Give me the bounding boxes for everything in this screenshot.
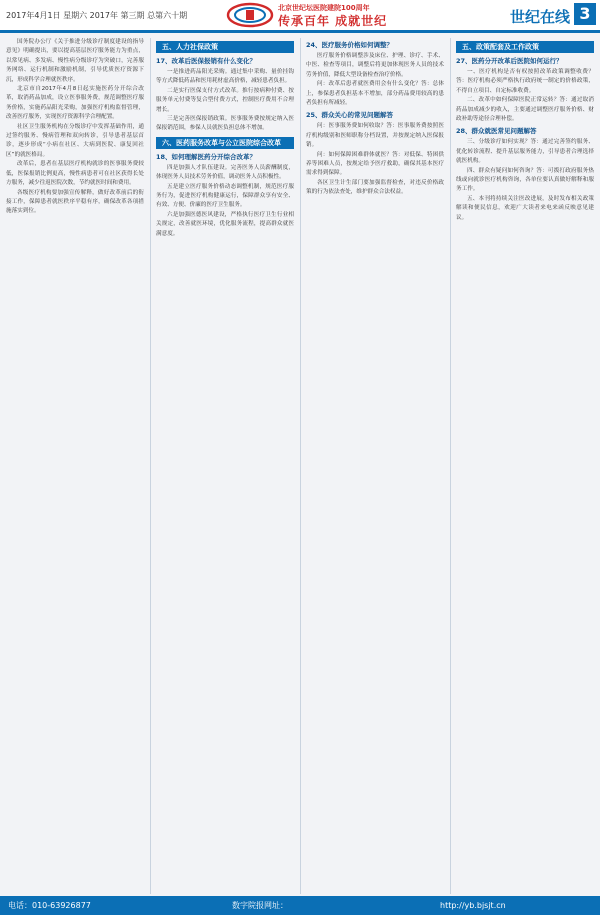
paragraph: 三、分级诊疗如何实现？答：通过完善签约服务、优化转诊流程、提升基层服务能力，引导患者合理选择就医机构。 [456, 139, 594, 165]
paragraph: 四、群众有疑问如何咨询？答：可拨打政府服务热线或向就诊医疗机构咨询，各单位要认真做好解释和服务工作。 [456, 167, 594, 193]
article-columns [6, 38, 594, 894]
paragraph: 六是加强医德医风建设，严格执行医疗卫生行业相关规定，改善就医环境，优化服务流程，提高群众就医满意度。 [156, 211, 294, 237]
paragraph: 问：改革后患者就医费用会有什么变化？答：总体上，参保患者负担基本不增加，部分药品费用较高的患者负担有所减轻。 [306, 81, 444, 107]
column-2 [156, 38, 294, 894]
paragraph: 三是完善医保报销政策。医事服务费按规定纳入医保报销范围，参保人员就医负担总体不增加。 [156, 116, 294, 132]
paragraph: 各级医疗机构要加强宣传解释，做好改革前后的衔接工作，保障患者就医秩序平稳有序，确保改革各项措施落实到位。 [6, 189, 144, 215]
paragraph: 国务院办公厅《关于推进分级诊疗制度建设的指导意见》明确提出，要以提高基层医疗服务能力为重点，以常见病、多发病、慢性病分级诊疗为突破口，完善服务网络、运行机制和激励机制，引导优质医疗资源下沉，形成科学合理就医秩序。 [6, 39, 144, 83]
hospital-logo [226, 2, 426, 28]
paragraph: 改革后，患者在基层医疗机构就诊的医事服务费较低，医保报销比例更高，慢性病患者可在社区获得长处方服务，减少往返医院次数，节约就医时间和费用。 [6, 161, 144, 187]
footer-url-link[interactable]: http://yb.bjsjt.cn [440, 901, 506, 910]
column-4 [456, 38, 594, 894]
column-divider [150, 38, 151, 894]
question-heading: 28、群众就医常见问题解答 [456, 127, 537, 136]
paragraph: 二是实行医保支付方式改革。推行按病种付费、按服务单元付费等复合型付费方式，控制医疗费用不合理增长。 [156, 87, 294, 113]
paragraph: 医疗服务价格调整涉及床位、护理、诊疗、手术、中医、检查等项目，调整后将更加体现医务人员的技术劳务价值，降低大型设备检查治疗价格。 [306, 53, 444, 78]
centennial-emblem-icon [226, 2, 274, 28]
paragraph: 北京市自2017年4月8日起实施医药分开综合改革，取消药品加成，设立医事服务费，规范调整医疗服务价格，实施药品阳光采购，加强医疗机构监督管理，改善医疗服务，实现医疗资源科学合理配置。 [6, 86, 144, 121]
paragraph: 四是加强人才队伍建设。完善医务人员薪酬制度，体现医务人员技术劳务价值，调动医务人员积极性。 [156, 164, 294, 181]
section-bar-supporting-policy: 五、政策配套及工作政策 [456, 41, 594, 53]
paragraph: 五是建立医疗服务价格动态调整机制，规范医疗服务行为，促进医疗机构健康运行，保障群众享有安全、有效、方便、价廉的医疗卫生服务。 [156, 183, 294, 209]
question-heading: 18、如何理解医药分开综合改革？ [156, 152, 257, 161]
paragraph: 各区卫生计生部门要加强监督检查，对违反价格政策的行为依法查处，维护群众合法权益。 [306, 179, 444, 196]
paragraph: 问：如何保障困难群体就医？答：对低保、特困供养等困难人员，按规定给予医疗救助，确保其基本医疗需求得到保障。 [306, 151, 444, 177]
column-3 [306, 38, 444, 894]
issue-line: 2017年4月1日 星期六 2017年 第三期 总第六十期 [6, 11, 188, 20]
question-heading: 25、群众关心的常见问题解答 [306, 111, 394, 120]
paragraph: 问：医事服务费如何收取？答：医事服务费按照医疗机构级别和医师职称分档设置，并按规定纳入医保报销。 [306, 123, 444, 149]
column-divider [450, 38, 451, 894]
section-name: 世纪在线 [510, 8, 571, 26]
footer-site-label: 数字院报网址： [232, 901, 288, 910]
section-bar-reform: 六、医药服务改革与公立医院综合改革 [156, 137, 294, 149]
question-heading: 27、医药分开改革后医院如何运行？ [456, 57, 563, 65]
question-heading: 17、改革后医保报销有什么变化？ [156, 57, 257, 65]
column-divider [300, 38, 301, 894]
paragraph: 一是推进药品阳光采购。通过集中采购、量价挂钩等方式降低药品和医用耗材虚高价格，减轻患者负担。 [156, 69, 294, 85]
logo-tagline: 北京世纪坛医院建院100周年 [278, 4, 370, 12]
paragraph: 五、本刊将持续关注医改进展，及时发布相关政策解读和便民信息，欢迎广大读者来电来函反映意见建议。 [456, 195, 594, 221]
paragraph: 二、改革中如何保障医院正常运转？答：通过取消药品加成减少的收入，主要通过调整医疗服务价格、财政补助等途径合理补偿。 [456, 97, 594, 123]
page-header [0, 0, 600, 33]
paragraph: 社区卫生服务机构在分级诊疗中发挥基础作用，通过签约服务、慢病管理和双向转诊，引导患者基层首诊，逐步形成“小病在社区、大病到医院、康复回社区”的就医格局。 [6, 123, 144, 158]
page-number-badge: 3 [574, 3, 596, 25]
page-footer [0, 896, 600, 915]
footer-phone: 电话：010-63926877 [8, 901, 91, 910]
column-1 [6, 38, 144, 894]
logo-slogan: 传承百年 成就世纪 [278, 14, 388, 28]
question-heading: 24、医疗服务价格如何调整？ [306, 41, 394, 49]
paragraph: 一、医疗机构是否有权按照改革政策调整收费？答：医疗机构必须严格执行政府统一制定的价格政策，不得自立项目、自定标准收费。 [456, 69, 594, 94]
section-bar-hr-policy: 五、人力社保政策 [156, 41, 294, 53]
